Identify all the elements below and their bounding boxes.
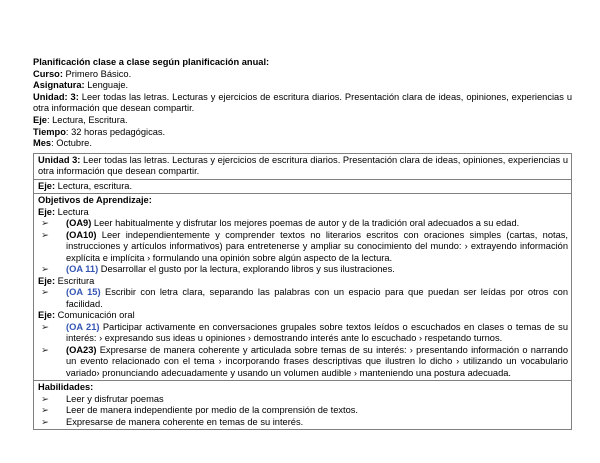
oa-code-oa21: (OA 21) (66, 321, 100, 332)
list-item-oa10 (38, 230, 568, 265)
field-tiempo (33, 127, 572, 139)
habilidad-text-3: Expresarse de manera coherente en temas de su interés. (66, 416, 304, 427)
oa-text-oa15: Escribir con letra clara, separando las palabras con un espacio para que puedan ser leídas por otros con facilidad. (66, 287, 568, 309)
list-item-oa23 (38, 345, 568, 380)
eje-lectura-label-line (38, 207, 568, 219)
oa-text-oa9: Leer habitualmente y disfrutar los mejores poemas de autor y de la tradición oral adecuados a su edad. (91, 218, 520, 229)
eje-comunicacion-label-line (38, 310, 568, 322)
table-row-objetivos (34, 194, 572, 381)
field-asignatura (33, 80, 572, 92)
list-item-oa9 (38, 218, 568, 230)
cell-unidad (34, 153, 572, 179)
eje-lectura-value: Lectura (55, 206, 89, 217)
oa-text-oa23: Expresarse de manera coherente y articulada sobre temas de su interés: › presentando información o narrando un evento relacionado con el tema › incorporando frases descriptivas que ilustren lo dicho › utilizando un vocabulario variado› pronunciando adecuadamente y usando un volumen audible › manteniendo una postura adecuada. (66, 344, 568, 378)
cell-objetivos (34, 194, 572, 381)
habilidades-header (38, 382, 568, 394)
field-eje-sep: : (46, 114, 53, 125)
field-mes (33, 138, 572, 150)
list-item-oa15 (38, 287, 568, 310)
field-curso (33, 69, 572, 81)
eje-escritura-label: Eje: (38, 275, 56, 286)
field-eje (33, 115, 572, 127)
field-mes-label: Mes (33, 138, 52, 149)
arrow-bullet-icon: ➢ (41, 344, 49, 356)
oa-text-oa21: Participar activamente en conversaciones grupales sobre textos leídos o escuchados en clases o temas de su interés: › expresando sus ideas u opiniones › demostrando interés ante lo escuchado › respetando turnos. (66, 321, 568, 344)
list-item-oa21 (38, 322, 568, 345)
list-item-habilidad-3 (38, 417, 568, 429)
cell-eje (34, 179, 572, 194)
arrow-bullet-icon: ➢ (41, 287, 49, 299)
eje-comunicacion-label: Eje: (38, 310, 56, 321)
arrow-bullet-icon: ➢ (41, 218, 49, 230)
eje-lectura-label: Eje: (38, 206, 56, 217)
oa-code-oa11: (OA 11) (66, 264, 99, 275)
field-unidad (33, 92, 572, 115)
eje-comunicacion-value: Comunicación oral (55, 310, 135, 321)
list-item-habilidad-1 (38, 394, 568, 406)
field-tiempo-value: 32 horas pedagógicas. (71, 126, 166, 137)
table-row-eje (34, 179, 572, 194)
cell-unidad-label: Unidad 3: (38, 154, 81, 165)
objetivos-header-text: Objetivos de Aprendizaje: (38, 195, 152, 206)
cell-habilidades (34, 381, 572, 430)
planificacion-table (33, 153, 572, 431)
oa-text-oa10: Leer independientemente y comprender textos no literarios escritos con oraciones simples (cartas, notas, instrucciones y artículos informativos) para entretenerse y ampliar su conocimiento del mundo: › extrayendo información explícita e implícita › formulando una opinión sobre algún aspecto de la lectura. (66, 229, 568, 263)
arrow-bullet-icon: ➢ (41, 393, 49, 405)
field-eje-label: Eje (33, 114, 47, 125)
field-asignatura-value: Lenguaje. (84, 80, 129, 91)
field-curso-value: Primero Básico. (62, 68, 132, 79)
eje-escritura-value: Escritura (55, 275, 95, 286)
habilidad-text-1: Leer y disfrutar poemas (66, 393, 164, 404)
cell-eje-value: Lectura, escritura. (55, 180, 133, 191)
objetivos-header (38, 195, 568, 207)
oa-code-oa23: (OA23) (66, 344, 97, 355)
field-tiempo-label: Tiempo (33, 126, 66, 137)
field-asignatura-label: Asignatura: (33, 80, 85, 91)
field-curso-label: Curso: (33, 68, 63, 79)
oa-code-oa10: (OA10) (66, 229, 97, 240)
oa-code-oa15: (OA 15) (66, 287, 101, 298)
list-item-habilidad-2 (38, 405, 568, 417)
field-mes-value: Octubre. (56, 138, 92, 149)
eje-escritura-label-line (38, 276, 568, 288)
table-row-habilidades (34, 381, 572, 430)
arrow-bullet-icon: ➢ (41, 264, 49, 276)
field-mes-sep: : (51, 138, 57, 149)
field-tiempo-sep: : (65, 126, 72, 137)
habilidades-header-text: Habilidades: (38, 382, 94, 393)
field-eje-value: Lectura, Escritura. (52, 114, 128, 125)
oa-text-oa11: Desarrollar el gusto por la lectura, explorando libros y sus ilustraciones. (98, 264, 395, 275)
page-title-text: Planificación clase a clase según planificación anual: (33, 57, 270, 67)
page-title (33, 57, 572, 69)
arrow-bullet-icon: ➢ (41, 405, 49, 417)
cell-unidad-value: Leer todas las letras. Lecturas y ejercicios de escritura diarios. Presentación clara de ideas, opiniones, experiencias u otra información que desean compartir. (38, 154, 568, 177)
list-item-oa11 (38, 264, 568, 276)
habilidad-text-2: Leer de manera independiente por medio de la comprensión de textos. (66, 405, 359, 416)
arrow-bullet-icon: ➢ (41, 229, 49, 241)
arrow-bullet-icon: ➢ (41, 321, 49, 333)
oa-code-oa9: (OA9) (66, 218, 92, 229)
field-unidad-value: Leer todas las letras. Lecturas y ejercicios de escritura diarios. Presentación clara de ideas, opiniones, experiencias u otra información que desean compartir. (33, 91, 572, 114)
cell-eje-label: Eje: (38, 180, 56, 191)
field-unidad-label: Unidad: 3: (33, 91, 79, 102)
arrow-bullet-icon: ➢ (41, 416, 49, 428)
table-row-unidad (34, 153, 572, 179)
